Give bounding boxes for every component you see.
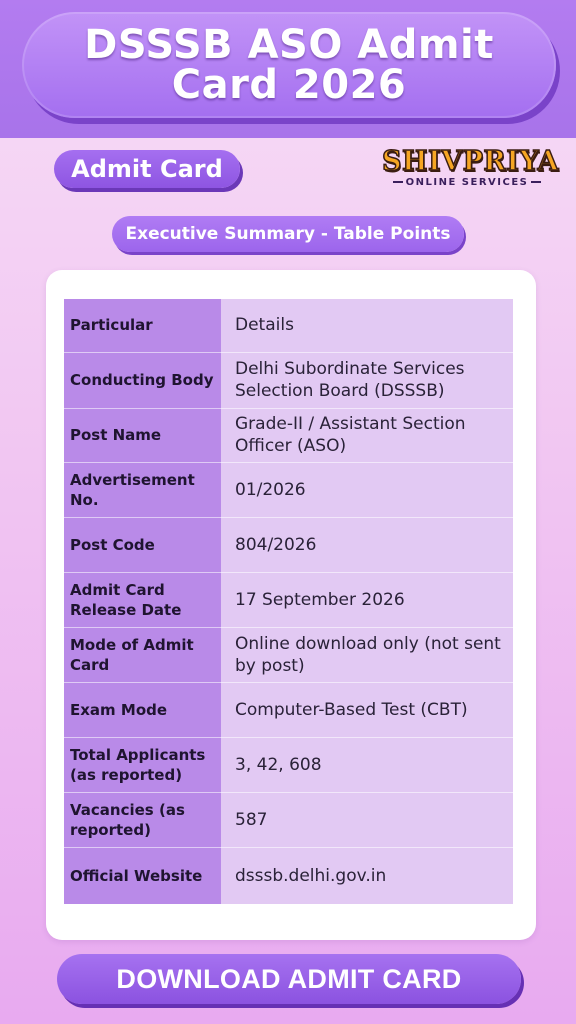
admit-card-tag: Admit Card [54,150,240,188]
table-row [64,627,513,682]
table-cell-key: Post Name [64,408,221,462]
table-row [64,352,513,408]
logo-brand-text: SHIVPRIYA [382,146,559,177]
logo-subtitle: ONLINE SERVICES [382,177,552,188]
section-title: Executive Summary - Table Points [112,216,464,252]
table-row [64,462,513,517]
table-row [64,847,513,904]
table-cell-value: Details [221,299,513,352]
table-row [64,792,513,847]
table-cell-value: 17 September 2026 [221,572,513,627]
table-cell-value: 804/2026 [221,517,513,572]
download-admit-card-button[interactable]: DOWNLOAD ADMIT CARD [57,954,521,1004]
table-row [64,408,513,462]
table-cell-value: 01/2026 [221,462,513,517]
table-cell-value: 3, 42, 608 [221,737,513,792]
shivpriya-logo [382,146,559,196]
table-cell-value: Grade-II / Assistant Section Officer (ASO) [221,408,513,462]
table-header-row [64,299,513,352]
table-cell-key: Advertisement No. [64,462,221,517]
table-cell-value: 587 [221,792,513,847]
table-cell-key: Admit Card Release Date [64,572,221,627]
table-cell-key: Total Applicants (as reported) [64,737,221,792]
table-cell-key: Vacancies (as reported) [64,792,221,847]
table-cell-key: Official Website [64,847,221,904]
table-cell-value: Online download only (not sent by post) [221,627,513,682]
table-cell-key: Particular [64,299,221,352]
table-cell-key: Conducting Body [64,352,221,408]
title-banner [22,12,556,118]
table-cell-value: Computer-Based Test (CBT) [221,682,513,737]
table-cell-key: Exam Mode [64,682,221,737]
table-cell-key: Mode of Admit Card [64,627,221,682]
table-cell-value: dsssb.delhi.gov.in [221,847,513,904]
table-row [64,737,513,792]
page-title: DSSSB ASO Admit Card 2026 [84,22,494,108]
table-cell-key: Post Code [64,517,221,572]
table-cell-value: Delhi Subordinate Services Selection Board (DSSSB) [221,352,513,408]
table-row [64,682,513,737]
summary-table [64,299,513,905]
table-row [64,517,513,572]
table-row [64,572,513,627]
